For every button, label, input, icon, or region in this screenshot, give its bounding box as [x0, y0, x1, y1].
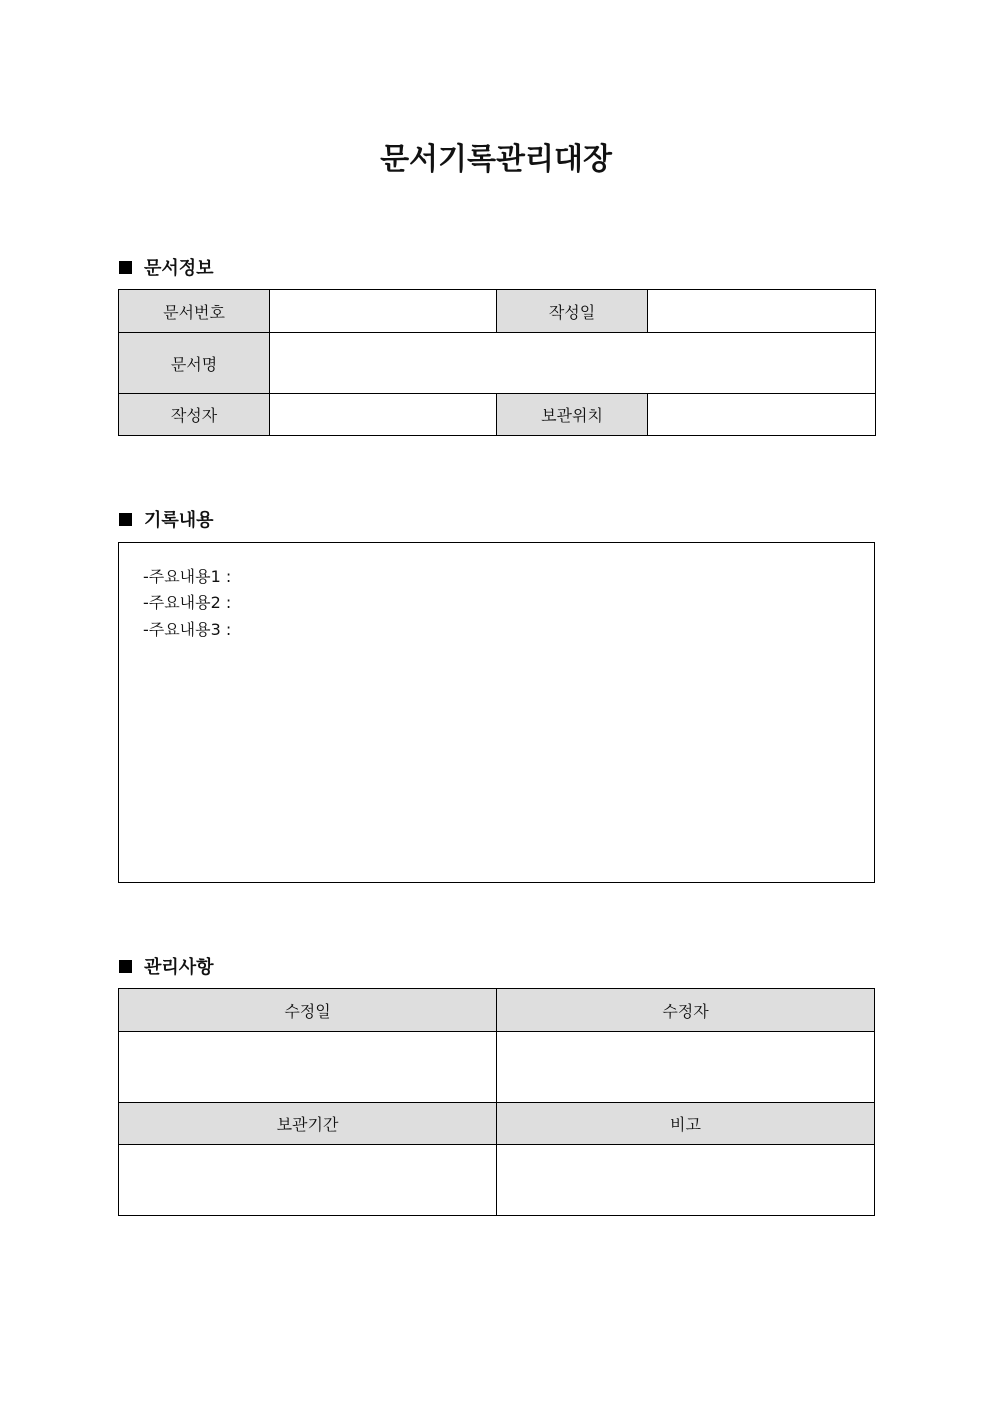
square-bullet-icon: [119, 960, 132, 973]
section-heading-content: [119, 506, 214, 532]
square-bullet-icon: [119, 513, 132, 526]
author-field[interactable]: [270, 394, 497, 436]
content-box[interactable]: [118, 542, 875, 883]
note-field[interactable]: [497, 1145, 875, 1216]
doc-no-field[interactable]: [270, 290, 497, 333]
management-table: [118, 988, 875, 1216]
date-field[interactable]: [648, 290, 876, 333]
label-date: 작성일: [497, 290, 648, 333]
content-line: -주요내용1 :: [143, 567, 232, 586]
period-field[interactable]: [119, 1145, 497, 1216]
location-field[interactable]: [648, 394, 876, 436]
content-line: -주요내용2 :: [143, 593, 232, 612]
doc-name-field[interactable]: [270, 333, 876, 394]
content-line: -주요내용3 :: [143, 620, 232, 639]
label-author: 작성자: [119, 394, 270, 436]
label-modifier: 수정자: [497, 989, 875, 1032]
label-mod-date: 수정일: [119, 989, 497, 1032]
heading-text: 문서정보: [144, 258, 214, 279]
modifier-field[interactable]: [497, 1032, 875, 1103]
label-doc-name: 문서명: [119, 333, 270, 394]
heading-text: 관리사항: [144, 957, 214, 978]
label-doc-no: 문서번호: [119, 290, 270, 333]
mod-date-field[interactable]: [119, 1032, 497, 1103]
label-location: 보관위치: [497, 394, 648, 436]
section-heading-manage: [119, 953, 214, 979]
heading-text: 기록내용: [144, 510, 214, 531]
label-period: 보관기간: [119, 1103, 497, 1145]
label-note: 비고: [497, 1103, 875, 1145]
document-info-table: [118, 289, 876, 436]
page-title: 문서기록관리대장: [380, 142, 612, 177]
section-heading-info: [119, 254, 214, 280]
square-bullet-icon: [119, 261, 132, 274]
